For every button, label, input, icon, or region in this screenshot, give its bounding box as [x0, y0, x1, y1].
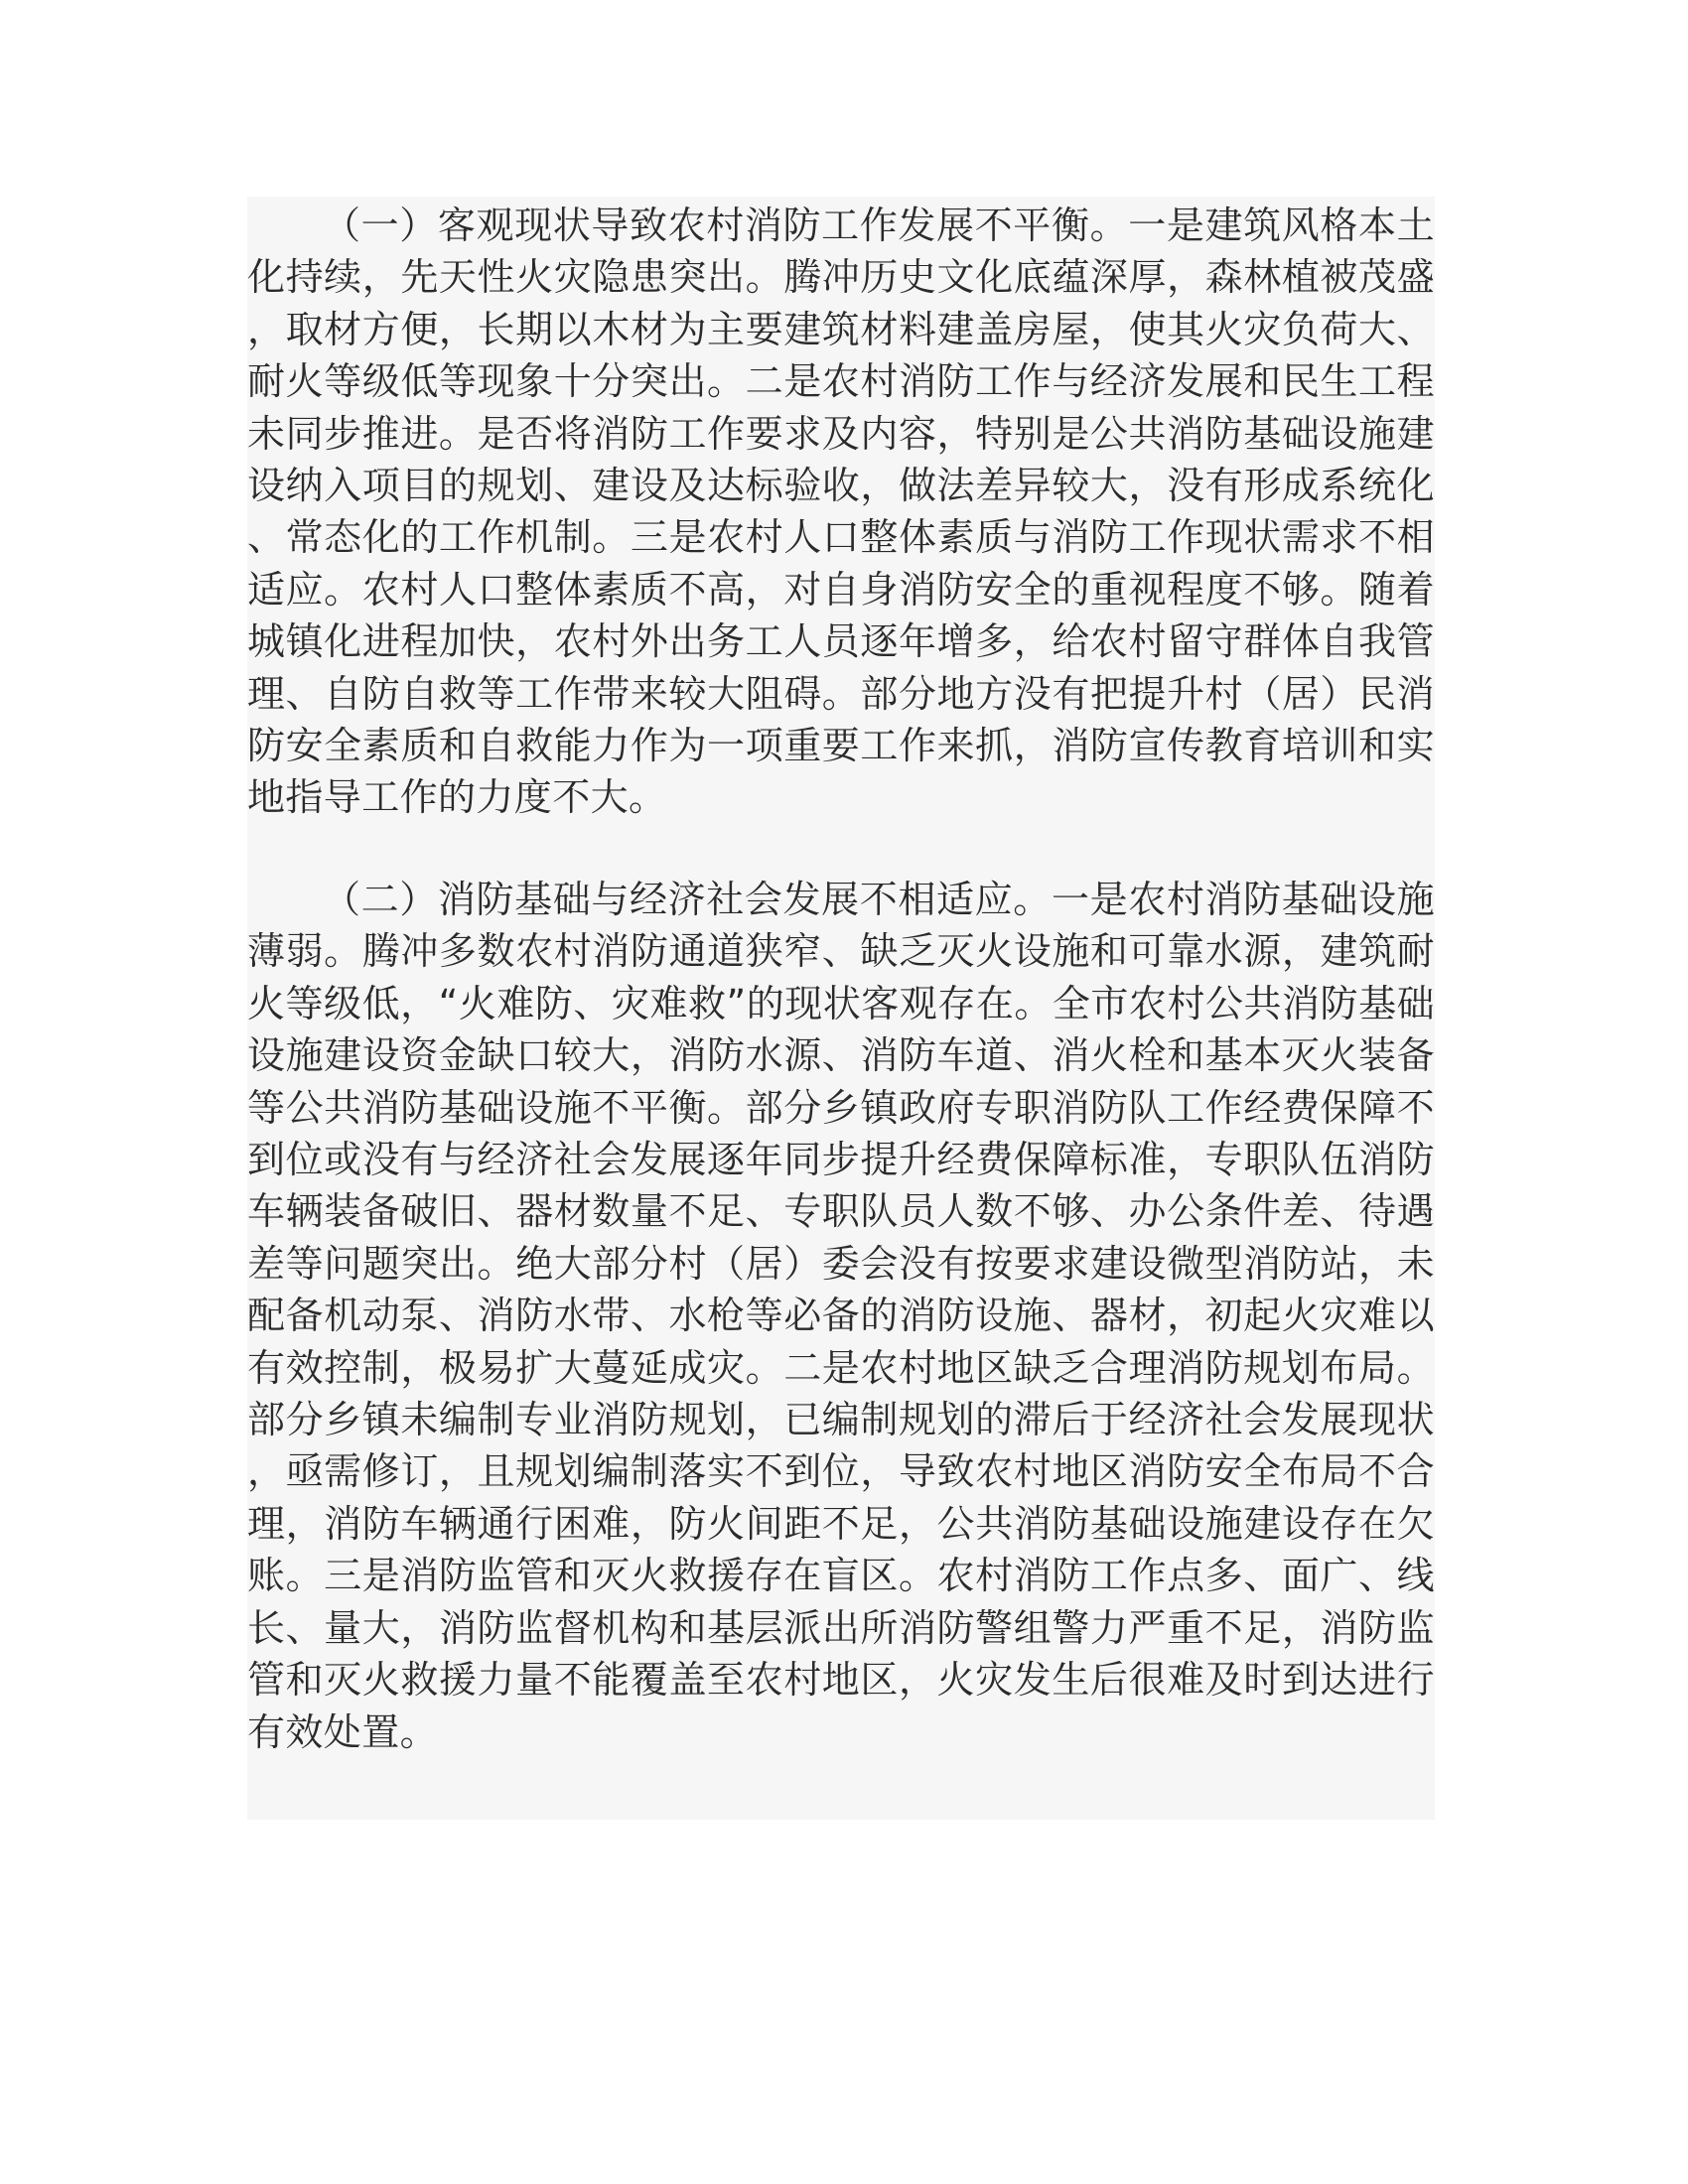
paragraph-2: （二）消防基础与经济社会发展不相适应。一是农村消防基础设施薄弱。腾冲多数农村消防通道狭窄、缺乏灭火设施和可靠水源，建筑耐火等级低，“火难防、灾难救”的现状客观存在。全市农村公共消防基础设施建设资金缺口较大，消防水源、消防车道、消火栓和基本灭火装备等公共消防基础设施不平衡。部分乡镇政府专职消防队工作经费保障不到位或没有与经济社会发展逐年同步提升经费保障标准，专职队伍消防车辆装备破旧、器材数量不足、专职队员人数不够、办公条件差、待遇差等问题突出。绝大部分村（居）委会没有按要求建设微型消防站，未配备机动泵、消防水带、水枪等必备的消防设施、器材，初起火灾难以有效控制，极易扩大蔓延成灾。二是农村地区缺乏合理消防规划布局。部分乡镇未编制专业消防规划，已编制规划的滞后于经济社会发展现状，亟需修订，且规划编制落实不到位，导致农村地区消防安全布局不合理，消防车辆通行困难，防火间距不足，公共消防基础设施建设存在欠账。三是消防监管和灭火救援存在盲区。农村消防工作点多、面广、线长、量大，消防监督机构和基层派出所消防警组警力严重不足，消防监管和灭火救援力量不能覆盖至农村地区，火灾发生后很难及时到达进行有效处置。 — [247, 878, 1435, 1754]
paragraph-1: （一）客观现状导致农村消防工作发展不平衡。一是建筑风格本土化持续，先天性火灾隐患突出。腾冲历史文化底蕴深厚，森林植被茂盛，取材方便，长期以木材为主要建筑材料建盖房屋，使其火灾负荷大、耐火等级低等现象十分突出。二是农村消防工作与经济发展和民生工程未同步推进。是否将消防工作要求及内容，特别是公共消防基础设施建设纳入项目的规划、建设及达标验收，做法差异较大，没有形成系统化、常态化的工作机制。三是农村人口整体素质与消防工作现状需求不相适应。农村人口整体素质不高，对自身消防安全的重视程度不够。随着城镇化进程加快，农村外出务工人员逐年增多，给农村留守群体自我管理、自防自救等工作带来较大阻碍。部分地方没有把提升村（居）民消防安全素质和自救能力作为一项重要工作来抓，消防宣传教育培训和实地指导工作的力度不大。 — [247, 204, 1435, 820]
